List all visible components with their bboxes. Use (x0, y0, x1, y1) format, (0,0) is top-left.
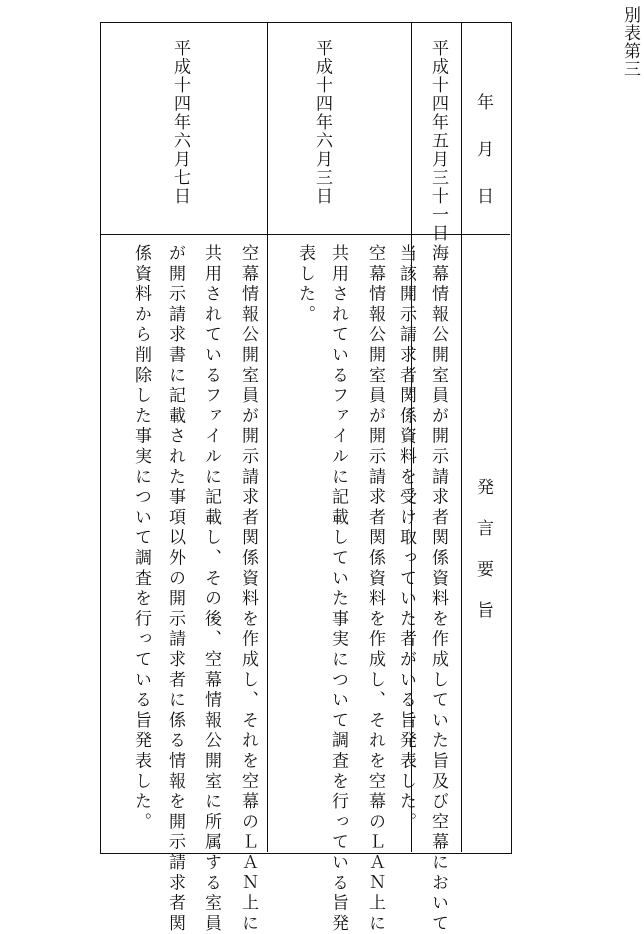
header-summary-char-1: 発 (473, 478, 493, 495)
header-summary-char-2: 言 (473, 519, 493, 536)
row-divider-1-date (411, 23, 412, 234)
row-3-summary-line-1: 空幕情報公開室員が開示請求者関係資料を作成し、それを空幕のＬＡＮ上に (238, 244, 258, 934)
row-divider-2-summary (267, 234, 268, 852)
document-title: 別表第三 (620, 6, 640, 78)
header-month-char: 月 (473, 140, 493, 157)
row-1-summary-line-2: 当該開示請求者関係資料を受け取っていた者がいる旨発表した。 (396, 244, 416, 833)
header-summary-char-3: 要 (473, 560, 493, 577)
row-2-date: 平成十四年六月三日 (312, 39, 332, 206)
header-summary-label (474, 478, 491, 642)
row-2-summary-line-2: 共用されているファイルに記載していた事実について調査を行っている旨発 (328, 244, 348, 934)
row-3-summary-line-4: 係資料から削除した事実について調査を行っている旨発表した。 (131, 244, 151, 833)
table-frame (100, 22, 512, 934)
row-1-date: 平成十四年五月三十一日 (428, 39, 448, 243)
row-3-summary-line-2: 共用されているファイルに記載し、その後、空幕情報公開室に所属する室員 (201, 244, 221, 934)
header-year-char: 年 (473, 93, 493, 110)
header-column-divider (461, 23, 462, 852)
header-date-label (474, 93, 491, 234)
header-summary-char-4: 旨 (473, 601, 493, 618)
row-3-summary-line-3: が開示請求書に記載された事項以外の開示請求者に係る情報を開示請求者関 (165, 244, 185, 934)
row-divider-2-date (267, 23, 268, 234)
header-day-char: 日 (473, 187, 493, 204)
row-1-summary-line-1: 海幕情報公開室員が開示請求者関係資料を作成していた旨及び空幕において (428, 244, 448, 934)
date-summary-divider (101, 234, 510, 235)
row-2-summary-line-1: 空幕情報公開室員が開示請求者関係資料を作成し、それを空幕のＬＡＮ上に (365, 244, 385, 934)
row-3-date: 平成十四年六月七日 (170, 39, 190, 206)
row-2-summary-line-3: 表した。 (295, 244, 315, 326)
